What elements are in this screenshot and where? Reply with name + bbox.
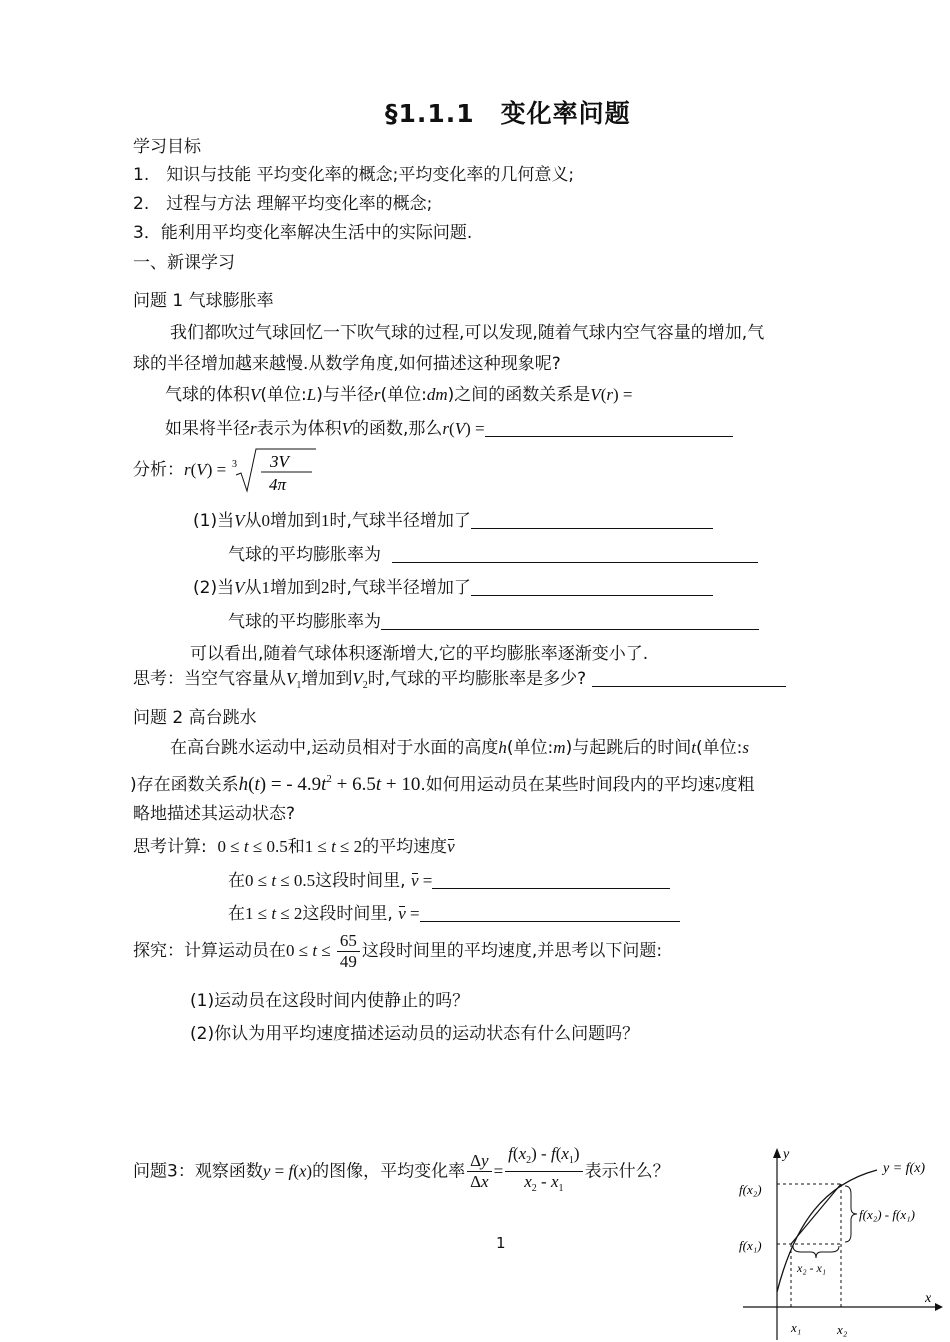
calc-interval-1: 在0 ≤ t ≤ 0.5这段时间里, v = xyxy=(228,870,670,892)
problem2-heading: 问题 2 高台跳水 xyxy=(133,708,257,728)
question1-line: (1)当V从0增加到1时,气球半径增加了 xyxy=(193,510,713,532)
problem2-para-line1: 在高台跳水运动中,运动员相对于水面的高度h(单位:m)与起跳后的时间t(单位:s xyxy=(170,738,749,758)
fx1-label: f(x₁) xyxy=(739,1238,762,1253)
function-graph xyxy=(735,1142,945,1342)
volume-relation: 气球的体积V(单位:L)与半径r(单位:dm)之间的函数关系是V(r) = xyxy=(165,385,633,405)
problem3-line: 问题3：观察函数y = f(x)的图像，平均变化率 $\frac{\Delta y}{\Delta x}$ = $\frac{f(x_2) - f(x_1)}{x_2 - x_1}$ 表示什么？ xyxy=(133,1144,670,1194)
secant-line xyxy=(791,1184,841,1244)
y-axis-arrow-icon xyxy=(773,1148,781,1158)
dy-label: f(x₂) - f(x₁) xyxy=(859,1207,915,1222)
problem2-para-line3: 略地描述其运动状态? xyxy=(133,804,296,824)
question2-rate: 气球的平均膨胀率为 xyxy=(228,611,759,633)
answer-blank[interactable] xyxy=(381,613,759,630)
svg-text:3V: 3V xyxy=(269,452,289,471)
function-curve xyxy=(777,1170,877,1292)
objective-3: 3．能利用平均变化率解决生活中的实际问题. xyxy=(133,223,473,243)
observation: 可以看出,随着气球体积逐渐增大,它的平均膨胀率逐渐变小了. xyxy=(190,644,649,664)
problem1-para-line1: 我们都吹过气球回忆一下吹气球的过程,可以发现,随着气球内空气容量的增加,气 xyxy=(170,323,765,343)
answer-blank[interactable] xyxy=(471,512,713,529)
page-number: 1 xyxy=(496,1234,506,1252)
problem2-para-line2: )存在函数关系h(t) = - $4.9t^2 + 6.5t + 10$.如何用运动员在某些时间段内的平均速v度粗 xyxy=(130,773,755,795)
problem1-heading: 问题 1 气球膨胀率 xyxy=(133,291,274,311)
fx2-label: f(x₂) xyxy=(739,1182,762,1197)
explore-q1: (1)运动员在这段时间内使静止的吗？ xyxy=(190,991,470,1011)
page-title: §1.1.1 变化率问题 xyxy=(385,99,631,128)
dy-brace xyxy=(845,1186,857,1242)
svg-text:3: 3 xyxy=(231,459,237,470)
dx-label: x₂ - x₁ xyxy=(797,1261,826,1275)
answer-blank[interactable] xyxy=(392,546,758,563)
section-heading: 一、新课学习 xyxy=(133,253,235,273)
question2-line: (2)当V从1增加到2时,气球半径增加了 xyxy=(193,577,713,599)
dx-brace xyxy=(793,1246,839,1258)
x-axis-label: x xyxy=(925,1291,932,1306)
answer-blank[interactable] xyxy=(420,905,680,922)
y-axis-label: y xyxy=(783,1147,790,1162)
question1-rate: 气球的平均膨胀率为 xyxy=(228,544,758,566)
svg-text:4π: 4π xyxy=(268,475,286,494)
analysis-formula: 分析：r(V) = 3 3V 4π xyxy=(133,445,318,495)
objective-2: 2. 过程与方法 理解平均变化率的概念; xyxy=(133,194,433,214)
think-question: 思考：当空气容量从$V_1$增加到$V_2$时,气球的平均膨胀率是多少? xyxy=(133,668,786,697)
x1-tick-label: x₁ xyxy=(791,1320,802,1335)
explore-line: 探究：计算运动员在0 ≤ t ≤ $\frac{65}{49}$ 这段时间里的平均速度,并思考以下问题: xyxy=(133,930,663,971)
answer-blank[interactable] xyxy=(485,420,733,437)
objectives-heading: 学习目标 xyxy=(133,137,201,157)
inverse-relation: 如果将半径r表示为体积V的函数,那么r(V) = xyxy=(165,418,733,440)
calc-interval-2: 在1 ≤ t ≤ 2这段时间里, v = xyxy=(228,903,680,925)
calc-prompt: 思考计算: 0 ≤ t ≤ 0.5和1 ≤ t ≤ 2的平均速度v xyxy=(133,837,455,857)
cube-root-icon xyxy=(232,445,318,495)
problem1-para-line2: 球的半径增加越来越慢.从数学角度,如何描述这种现象呢? xyxy=(133,354,561,374)
answer-blank[interactable] xyxy=(592,670,786,687)
x2-tick-label: x₂ xyxy=(837,1322,848,1337)
answer-blank[interactable] xyxy=(471,579,713,596)
explore-q2: (2)你认为用平均速度描述运动员的运动状态有什么问题吗？ xyxy=(190,1024,640,1044)
x-axis-arrow-icon xyxy=(935,1303,943,1311)
answer-blank[interactable] xyxy=(432,872,670,889)
objective-1: 1. 知识与技能 平均变化率的概念;平均变化率的几何意义; xyxy=(133,165,575,185)
curve-label: y = f(x) xyxy=(883,1161,926,1176)
